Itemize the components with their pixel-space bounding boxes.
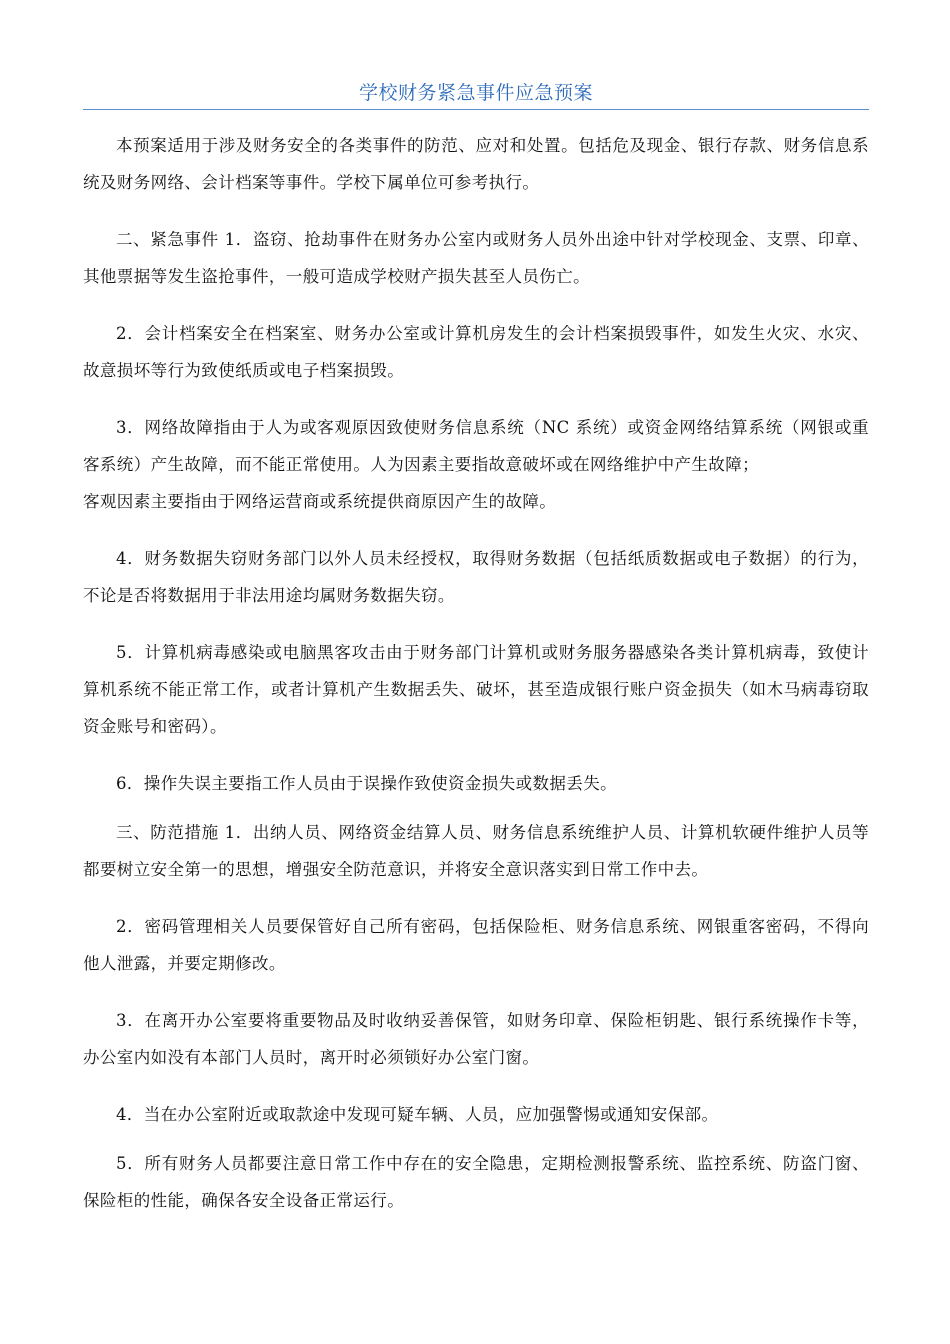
document-page [83, 0, 869, 1239]
paragraph-emergency-theft: 二、紧急事件 1．盗窃、抢劫事件在财务办公室内或财务人员外出途中针对学校现金、支票、印章、其他票据等发生盗抢事件，一般可造成学校财产损失甚至人员伤亡。 [83, 230, 869, 286]
paragraph-data-theft: 4．财务数据失窃财务部门以外人员未经授权，取得财务数据（包括纸质数据或电子数据）的行为，不论是否将数据用于非法用途均属财务数据失窃。 [83, 549, 869, 605]
paragraph-equipment-check: 5．所有财务人员都要注意日常工作中存在的安全隐患，定期检测报警系统、监控系统、防盗门窗、保险柜的性能，确保各安全设备正常运行。 [83, 1154, 869, 1210]
paragraph-password-management: 2．密码管理相关人员要保管好自己所有密码，包括保险柜、财务信息系统、网银重客密码，不得向他人泄露，并要定期修改。 [83, 917, 869, 973]
paragraph-prevention-staff: 三、防范措施 1．出纳人员、网络资金结算人员、财务信息系统维护人员、计算机软硬件维护人员等都要树立安全第一的思想，增强安全防范意识，并将安全意识落实到日常工作中去。 [83, 823, 869, 879]
paragraph-suspicious-report: 4．当在办公室附近或取款途中发现可疑车辆、人员，应加强警惕或通知安保部。 [116, 1105, 719, 1124]
title-underline [83, 109, 869, 110]
paragraph-virus-attack: 5．计算机病毒感染或电脑黑客攻击由于财务部门计算机或财务服务器感染各类计算机病毒，致使计算机系统不能正常工作，或者计算机产生数据丢失、破坏，甚至造成银行账户资金损失（如木马病毒窃取资金账号和密码）。 [83, 643, 869, 736]
paragraph-network-fault-cont: 客观因素主要指由于网络运营商或系统提供商原因产生的故障。 [83, 492, 557, 511]
paragraph-network-fault: 3．网络故障指由于人为或客观原因致使财务信息系统（NC 系统）或资金网络结算系统（网银或重客系统）产生故障，而不能正常使用。人为因素主要指故意破坏或在网络维护中产生故障； [83, 418, 869, 474]
paragraph-network-fault-block [83, 409, 869, 520]
paragraph-scope: 本预案适用于涉及财务安全的各类事件的防范、应对和处置。包括危及现金、银行存款、财务信息系统及财务网络、会计档案等事件。学校下属单位可参考执行。 [83, 136, 869, 192]
paragraph-archive-safety: 2．会计档案安全在档案室、财务办公室或计算机房发生的会计档案损毁事件，如发生火灾、水灾、故意损坏等行为致使纸质或电子档案损毁。 [83, 324, 869, 380]
paragraph-office-security: 3．在离开办公室要将重要物品及时收纳妥善保管，如财务印章、保险柜钥匙、银行系统操作卡等，办公室内如没有本部门人员时，离开时必须锁好办公室门窗。 [83, 1011, 869, 1067]
paragraph-operation-error: 6．操作失误主要指工作人员由于误操作致使资金损失或数据丢失。 [116, 774, 617, 793]
document-title: 学校财务紧急事件应急预案 [358, 82, 593, 104]
document-body [83, 127, 869, 1219]
